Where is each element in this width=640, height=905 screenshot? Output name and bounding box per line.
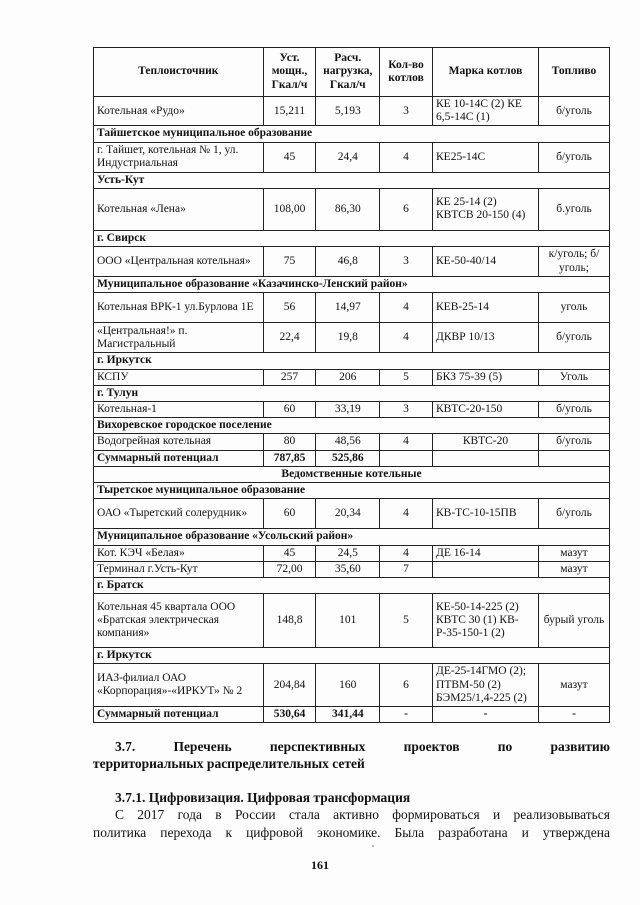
cell-fuel: б/уголь (538, 97, 609, 126)
cell-brand: ДЕ-25-14ГМО (2); ПТВМ-50 (2) БЭМ25/1,4-225 (2) (433, 664, 539, 707)
section-title: Ведомственные котельные (94, 466, 610, 482)
page-number: 161 (311, 858, 329, 872)
paragraph-line-2: политика перехода к цифровой экономике. Была разработана и утверждена (93, 824, 610, 840)
table-row (94, 369, 610, 385)
total-row (94, 707, 610, 723)
cell-source: Котельная 45 квартала ООО «Братская электрическая компания» (94, 594, 264, 648)
total-count: - (380, 707, 433, 723)
cell-load: 160 (316, 664, 380, 707)
header-fuel: Топливо (538, 48, 609, 97)
cell-fuel: мазут (538, 561, 609, 577)
cell-load: 46,8 (316, 247, 380, 277)
cell-count: 5 (380, 369, 433, 385)
cell-load: 14,97 (316, 293, 380, 323)
cell-source: Котельная-1 (94, 401, 264, 417)
section-row (94, 529, 610, 545)
scan-speck (372, 845, 374, 847)
section-row (94, 353, 610, 369)
body-paragraph (93, 806, 610, 841)
heading-word: развитию (550, 739, 610, 754)
cell-brand: КВТС-20 (433, 434, 539, 450)
cell-count: 3 (380, 401, 433, 417)
table-row (94, 545, 610, 561)
section-title: Муниципальное образование «Усольский район» (94, 529, 610, 545)
cell-capacity: 204,84 (263, 664, 316, 707)
cell-count: 4 (380, 323, 433, 353)
section-row (94, 385, 610, 401)
cell-fuel: б/уголь (538, 499, 609, 529)
cell-count: 4 (380, 499, 433, 529)
cell-fuel: Уголь (538, 369, 609, 385)
cell-fuel: б/уголь (538, 323, 609, 353)
cell-capacity: 75 (263, 247, 316, 277)
cell-brand: КЕ-50-40/14 (433, 247, 539, 277)
cell-capacity: 15,211 (263, 97, 316, 126)
table-row (94, 561, 610, 577)
section-title: г. Иркутск (94, 648, 610, 664)
cell-load: 48,56 (316, 434, 380, 450)
cell-source: КСПУ (94, 369, 264, 385)
section-row (94, 277, 610, 293)
cell-count: 4 (380, 545, 433, 561)
cell-count: 6 (380, 664, 433, 707)
cell-source: Водогрейная котельная (94, 434, 264, 450)
cell-count: 4 (380, 142, 433, 172)
cell-brand (433, 561, 539, 577)
cell-capacity: 45 (263, 545, 316, 561)
cell-source: ОАО «Тыретский солерудник» (94, 499, 264, 529)
cell-capacity: 80 (263, 434, 316, 450)
section-row (94, 577, 610, 593)
header-load: Расч. нагрузка, Гкал/ч (316, 48, 380, 97)
section-title: г. Тулун (94, 385, 610, 401)
cell-brand: КВ-ТС-10-15ПВ (433, 499, 539, 529)
cell-source: Терминал г.Усть-Кут (94, 561, 264, 577)
table-row (94, 499, 610, 529)
section-row (94, 466, 610, 482)
table-row (94, 594, 610, 648)
heading-word: перспективных (269, 739, 366, 754)
table-row (94, 188, 610, 230)
cell-load: 24,4 (316, 142, 380, 172)
cell-empty (538, 450, 609, 466)
cell-load: 101 (316, 594, 380, 648)
table-row (94, 293, 610, 323)
total-fuel: - (538, 707, 609, 723)
header-brand: Марка котлов (433, 48, 539, 97)
cell-brand: КЕ-50-14-225 (2) КВТС 30 (1) КВ-Р-35-150-1 (2) (433, 594, 539, 648)
total-row (94, 450, 610, 466)
cell-fuel: б.уголь (538, 188, 609, 230)
cell-count: 4 (380, 434, 433, 450)
total-load: 525,86 (316, 450, 380, 466)
table-row (94, 401, 610, 417)
table-row (94, 323, 610, 353)
cell-brand: КЕ25-14С (433, 142, 539, 172)
cell-empty (433, 450, 539, 466)
header-count: Кол-во котлов (380, 48, 433, 97)
cell-count: 5 (380, 594, 433, 648)
cell-fuel: к/уголь; б/уголь; (538, 247, 609, 277)
cell-fuel: б/уголь (538, 142, 609, 172)
section-title: Тыретское муниципальное образование (94, 483, 610, 499)
heading-word: Перечень (173, 739, 232, 754)
paragraph-text: С 2017 года в России стала активно формироваться и реализовываться (115, 807, 610, 822)
total-brand: - (433, 707, 539, 723)
heading-word: по (497, 739, 513, 754)
total-load: 341,44 (316, 707, 380, 723)
cell-source: ООО «Центральная котельная» (94, 247, 264, 277)
table-header-row (94, 48, 610, 97)
cell-brand: ДКВР 10/13 (433, 323, 539, 353)
cell-load: 24,5 (316, 545, 380, 561)
table-row (94, 434, 610, 450)
heading-line-1 (93, 739, 610, 756)
cell-load: 20,34 (316, 499, 380, 529)
cell-fuel: мазут (538, 664, 609, 707)
cell-source: Кот. КЭЧ «Белая» (94, 545, 264, 561)
table-row (94, 142, 610, 172)
cell-count: 3 (380, 97, 433, 126)
section-row (94, 126, 610, 142)
section-row (94, 230, 610, 246)
cell-capacity: 60 (263, 499, 316, 529)
cell-capacity: 148,8 (263, 594, 316, 648)
cell-source: Котельная «Рудо» (94, 97, 264, 126)
section-row (94, 483, 610, 499)
cell-brand: КВТС-20-150 (433, 401, 539, 417)
cell-source: ИАЗ-филиал ОАО «Корпорация»-«ИРКУТ» № 2 (94, 664, 264, 707)
cell-load: 35,60 (316, 561, 380, 577)
section-row (94, 648, 610, 664)
cell-brand: КЕВ-25-14 (433, 293, 539, 323)
section-title: Вихоревское городское поселение (94, 418, 610, 434)
cell-load: 206 (316, 369, 380, 385)
cell-source: Котельная «Лена» (94, 188, 264, 230)
cell-load: 33,19 (316, 401, 380, 417)
cell-capacity: 257 (263, 369, 316, 385)
header-source: Теплоисточник (94, 48, 264, 97)
cell-capacity: 22,4 (263, 323, 316, 353)
section-heading-3-7-1: 3.7.1. Цифровизация. Цифровая трансформация (115, 790, 411, 805)
cell-fuel: б/уголь (538, 401, 609, 417)
cell-source: Котельная ВРК-1 ул.Бурлова 1Е (94, 293, 264, 323)
cell-fuel: мазут (538, 545, 609, 561)
cell-capacity: 60 (263, 401, 316, 417)
cell-fuel: б/уголь (538, 434, 609, 450)
cell-fuel: бурый уголь (538, 594, 609, 648)
cell-load: 86,30 (316, 188, 380, 230)
section-title: Усть-Кут (94, 172, 610, 188)
cell-capacity: 56 (263, 293, 316, 323)
cell-capacity: 72,00 (263, 561, 316, 577)
cell-brand: КЕ 25-14 (2) КВТСВ 20-150 (4) (433, 188, 539, 230)
header-capacity: Уст. мощн., Гкал/ч (263, 48, 316, 97)
cell-capacity: 108,00 (263, 188, 316, 230)
table-row (94, 97, 610, 126)
cell-source: «Центральная!» п. Магистральный (94, 323, 264, 353)
section-title: г. Свирск (94, 230, 610, 246)
cell-fuel: уголь (538, 293, 609, 323)
cell-empty (380, 450, 433, 466)
table-row (94, 247, 610, 277)
section-row (94, 172, 610, 188)
table-row (94, 664, 610, 707)
cell-capacity: 45 (263, 142, 316, 172)
cell-brand: БКЗ 75-39 (5) (433, 369, 539, 385)
cell-brand: КЕ 10-14С (2) КЕ 6,5-14С (1) (433, 97, 539, 126)
section-heading-3-7 (93, 739, 610, 773)
cell-count: 6 (380, 188, 433, 230)
section-title: г. Братск (94, 577, 610, 593)
total-label: Суммарный потенциал (94, 707, 264, 723)
heading-number: 3.7. (115, 739, 136, 754)
cell-count: 7 (380, 561, 433, 577)
cell-load: 5,193 (316, 97, 380, 126)
cell-count: 3 (380, 247, 433, 277)
paragraph-line-1 (93, 806, 610, 824)
heading-line-2: территориальных распределительных сетей (93, 755, 365, 771)
cell-source: г. Тайшет, котельная № 1, ул. Индустриальная (94, 142, 264, 172)
section-row (94, 418, 610, 434)
heading-word: проектов (403, 739, 460, 754)
section-title: г. Иркутск (94, 353, 610, 369)
cell-brand: ДЕ 16-14 (433, 545, 539, 561)
total-label: Суммарный потенциал (94, 450, 264, 466)
section-title: Тайшетское муниципальное образование (94, 126, 610, 142)
cell-count: 4 (380, 293, 433, 323)
total-capacity: 787,85 (263, 450, 316, 466)
cell-load: 19,8 (316, 323, 380, 353)
total-capacity: 530,64 (263, 707, 316, 723)
section-title: Муниципальное образование «Казачинско-Ленский район» (94, 277, 610, 293)
heat-sources-table (93, 47, 610, 723)
